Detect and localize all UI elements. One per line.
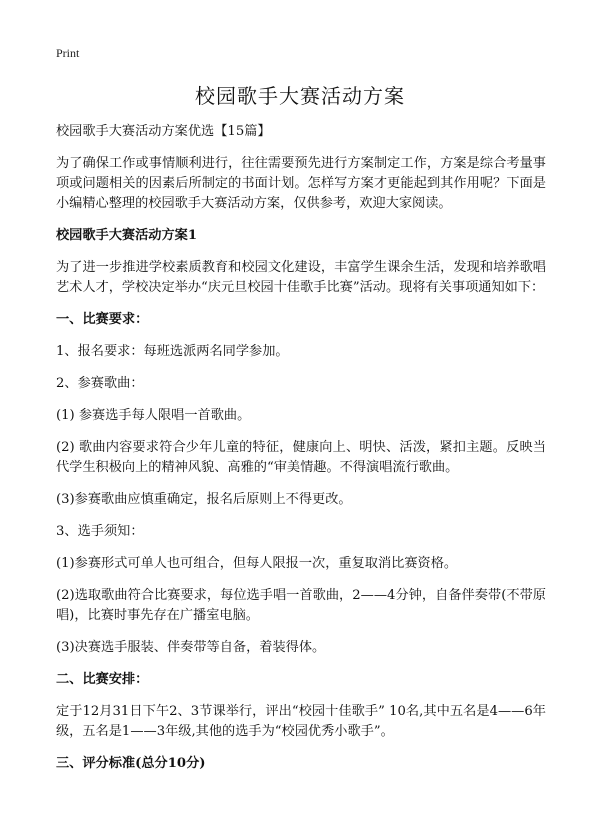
- heading-requirements: 一、比赛要求：: [56, 312, 149, 327]
- item-songs-2: (2) 歌曲内容要求符合少年儿童的特征，健康向上、明快、活泼，紧扣主题。反映当代学生积极向上的精神风貌、高雅的“审美情趣。不得演唱流行歌曲。: [56, 440, 546, 475]
- intro-paragraph: 为了确保工作或事情顺利进行，往往需要预先进行方案制定工作，方案是综合考量事项或问题相关的因素后所制定的书面计划。怎样写方案才更能起到其作用呢？下面是小编精心整理的校园歌手大赛活动方案，仅供参考，欢迎大家阅读。: [56, 156, 546, 211]
- document-body: [56, 122, 546, 786]
- heading-scoring: 三、评分标准(总分10分): [56, 756, 206, 771]
- subtitle-line: 校园歌手大赛活动方案优选【15篇】: [56, 124, 271, 139]
- heading-schedule: 二、比赛安排：: [56, 672, 149, 687]
- plan1-intro: 为了进一步推进学校素质教育和校园文化建设，丰富学生课余生活，发现和培养歌唱艺术人才，学校决定举办“庆元旦校园十佳歌手比赛”活动。现将有关事项通知如下：: [56, 260, 546, 295]
- item-songs: 2、参赛歌曲：: [56, 376, 144, 391]
- item-registration: 1、报名要求：每班选派两名同学参加。: [56, 344, 289, 359]
- document-title: 校园歌手大赛活动方案: [195, 84, 405, 108]
- print-link[interactable]: Print: [56, 46, 80, 60]
- item-songs-1: (1) 参赛选手每人限唱一首歌曲。: [56, 408, 251, 423]
- item-notice-3: (3)决赛选手服装、伴奏带等自备，着装得体。: [56, 640, 326, 655]
- schedule-paragraph: 定于12月31日下午2、3节课举行，评出“校园十佳歌手” 10名,其中五名是4——6年级，五名是1——3年级,其他的选手为“校园优秀小歌手”。: [56, 704, 546, 739]
- item-songs-3: (3)参赛歌曲应慎重确定，报名后原则上不得更改。: [56, 492, 352, 507]
- section-heading-plan1: 校园歌手大赛活动方案1: [56, 228, 198, 243]
- item-notice-2: (2)选取歌曲符合比赛要求，每位选手唱一首歌曲，2——4分钟，自备伴奏带(不带原唱)，比赛时事先存在广播室电脑。: [56, 588, 546, 623]
- item-notice: 3、选手须知：: [56, 524, 144, 539]
- item-notice-1: (1)参赛形式可单人也可组合，但每人限报一次，重复取消比赛资格。: [56, 556, 458, 571]
